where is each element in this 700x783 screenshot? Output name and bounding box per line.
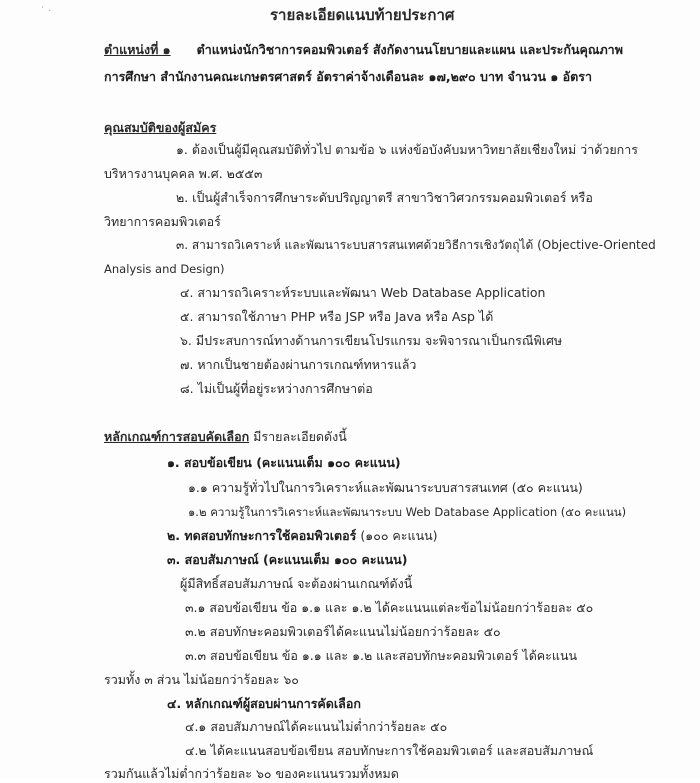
scan-speck: ˙ · xyxy=(40,6,52,17)
qualification-item: ๗. หากเป็นชายต้องผ่านการเกณฑ์ทหารแล้ว xyxy=(180,357,417,372)
position-label: ตำแหน่งที่ ๑ xyxy=(104,42,171,57)
qualifications-heading: คุณสมบัติของผู้สมัคร xyxy=(104,120,217,135)
selection-heading-line xyxy=(104,428,347,446)
qualification-item: ๕. สามารถใช้ภาษา PHP หรือ JSP หรือ Java หรือ Asp ได้ xyxy=(180,309,494,324)
selection-sub-item-cont: รวมทั้ง ๓ ส่วน ไม่น้อยกว่าร้อยละ ๖๐ xyxy=(104,672,299,687)
qualification-item-cont: วิทยาการคอมพิวเตอร์ xyxy=(104,214,221,229)
position-line-2: การศึกษา สำนักงานคณะเกษตรศาสตร์ อัตราค่าจ้างเดือนละ ๑๗,๒๙๐ บาท จำนวน ๑ อัตรา xyxy=(104,69,593,84)
qualification-item: ๑. ต้องเป็นผู้มีคุณสมบัติทั่วไป ตามข้อ ๖ แห่งข้อบังคับมหาวิทยาลัยเชียงใหม่ ว่าด้วยการ xyxy=(176,142,638,157)
qualification-item: ๔. สามารถวิเคราะห์ระบบและพัฒนา Web Database Application xyxy=(180,285,546,300)
qualification-item: ๖. มีประสบการณ์ทางด้านการเขียนโปรแกรม จะพิจารณาเป็นกรณีพิเศษ xyxy=(180,333,563,348)
selection-sub-item-cont: รวมกันแล้วไม่ต่ำกว่าร้อยละ ๖๐ ของคะแนนรวมทั้งหมด xyxy=(104,766,399,781)
selection-sub-item: ๓.๓ สอบข้อเขียน ข้อ ๑.๑ และ ๑.๒ และสอบทักษะคอมพิวเตอร์ ได้คะแนน xyxy=(185,648,578,663)
selection-pass-criteria: ๔. หลักเกณฑ์ผู้สอบผ่านการคัดเลือก xyxy=(167,696,361,711)
selection-sub-item: ๓.๒ สอบทักษะคอมพิวเตอร์ได้คะแนนไม่น้อยกว่าร้อยละ ๕๐ xyxy=(185,624,501,639)
selection-skill-test xyxy=(167,527,438,545)
qualification-item-cont: Analysis and Design) xyxy=(104,262,225,276)
selection-skill-test-label: ๒. ทดสอบทักษะการใช้คอมพิวเตอร์ xyxy=(167,528,357,543)
selection-skill-test-score: (๑๐๐ คะแนน) xyxy=(360,528,438,543)
qualification-item: ๘. ไม่เป็นผู้ที่อยู่ระหว่างการศึกษาต่อ xyxy=(180,381,373,396)
selection-sub-item: ๑.๑ ความรู้ทั่วไปในการวิเคราะห์และพัฒนาระบบสารสนเทศ (๕๐ คะแนน) xyxy=(188,480,583,495)
selection-sub-item: ๑.๒ ความรู้ในการวิเคราะห์และพัฒนาระบบ Web Database Application (๕๐ คะแนน) xyxy=(188,505,627,519)
selection-sub-item: ๔.๒ ได้คะแนนสอบข้อเขียน สอบทักษะการใช้คอมพิวเตอร์ และสอบสัมภาษณ์ xyxy=(185,743,594,758)
selection-interview-intro: ผู้มีสิทธิ์สอบสัมภาษณ์ จะต้องผ่านเกณฑ์ดังนี้ xyxy=(180,576,413,591)
selection-written-exam: ๑. สอบข้อเขียน (คะแนนเต็ม ๑๐๐ คะแนน) xyxy=(167,455,401,470)
selection-interview: ๓. สอบสัมภาษณ์ (คะแนนเต็ม ๑๐๐ คะแนน) xyxy=(167,552,408,567)
document-title: รายละเอียดแนบท้ายประกาศ xyxy=(270,6,455,24)
selection-sub-item: ๓.๑ สอบข้อเขียน ข้อ ๑.๑ และ ๑.๒ ได้คะแนนแต่ละข้อไม่น้อยกว่าร้อยละ ๕๐ xyxy=(185,600,594,615)
qualification-item: ๓. สามารถวิเคราะห์ และพัฒนาระบบสารสนเทศด้วยวิธีการเชิงวัตถุได้ (Objective-Oriented xyxy=(176,238,656,252)
position-line-1 xyxy=(104,41,623,59)
position-title: ตำแหน่งนักวิชาการคอมพิวเตอร์ สังกัดงานนโยบายและแผน และประกันคุณภาพ xyxy=(196,42,623,57)
selection-heading: หลักเกณฑ์การสอบคัดเลือก xyxy=(104,429,250,444)
qualification-item-cont: บริหารงานบุคคล พ.ศ. ๒๕๕๓ xyxy=(104,166,263,181)
qualification-item: ๒. เป็นผู้สำเร็จการศึกษาระดับปริญญาตรี สาขาวิชาวิศวกรรมคอมพิวเตอร์ หรือ xyxy=(176,190,593,205)
selection-sub-item: ๔.๑ สอบสัมภาษณ์ได้คะแนนไม่ต่ำกว่าร้อยละ ๕๐ xyxy=(185,719,448,734)
selection-heading-suffix: มีรายละเอียดดังนี้ xyxy=(253,429,347,444)
